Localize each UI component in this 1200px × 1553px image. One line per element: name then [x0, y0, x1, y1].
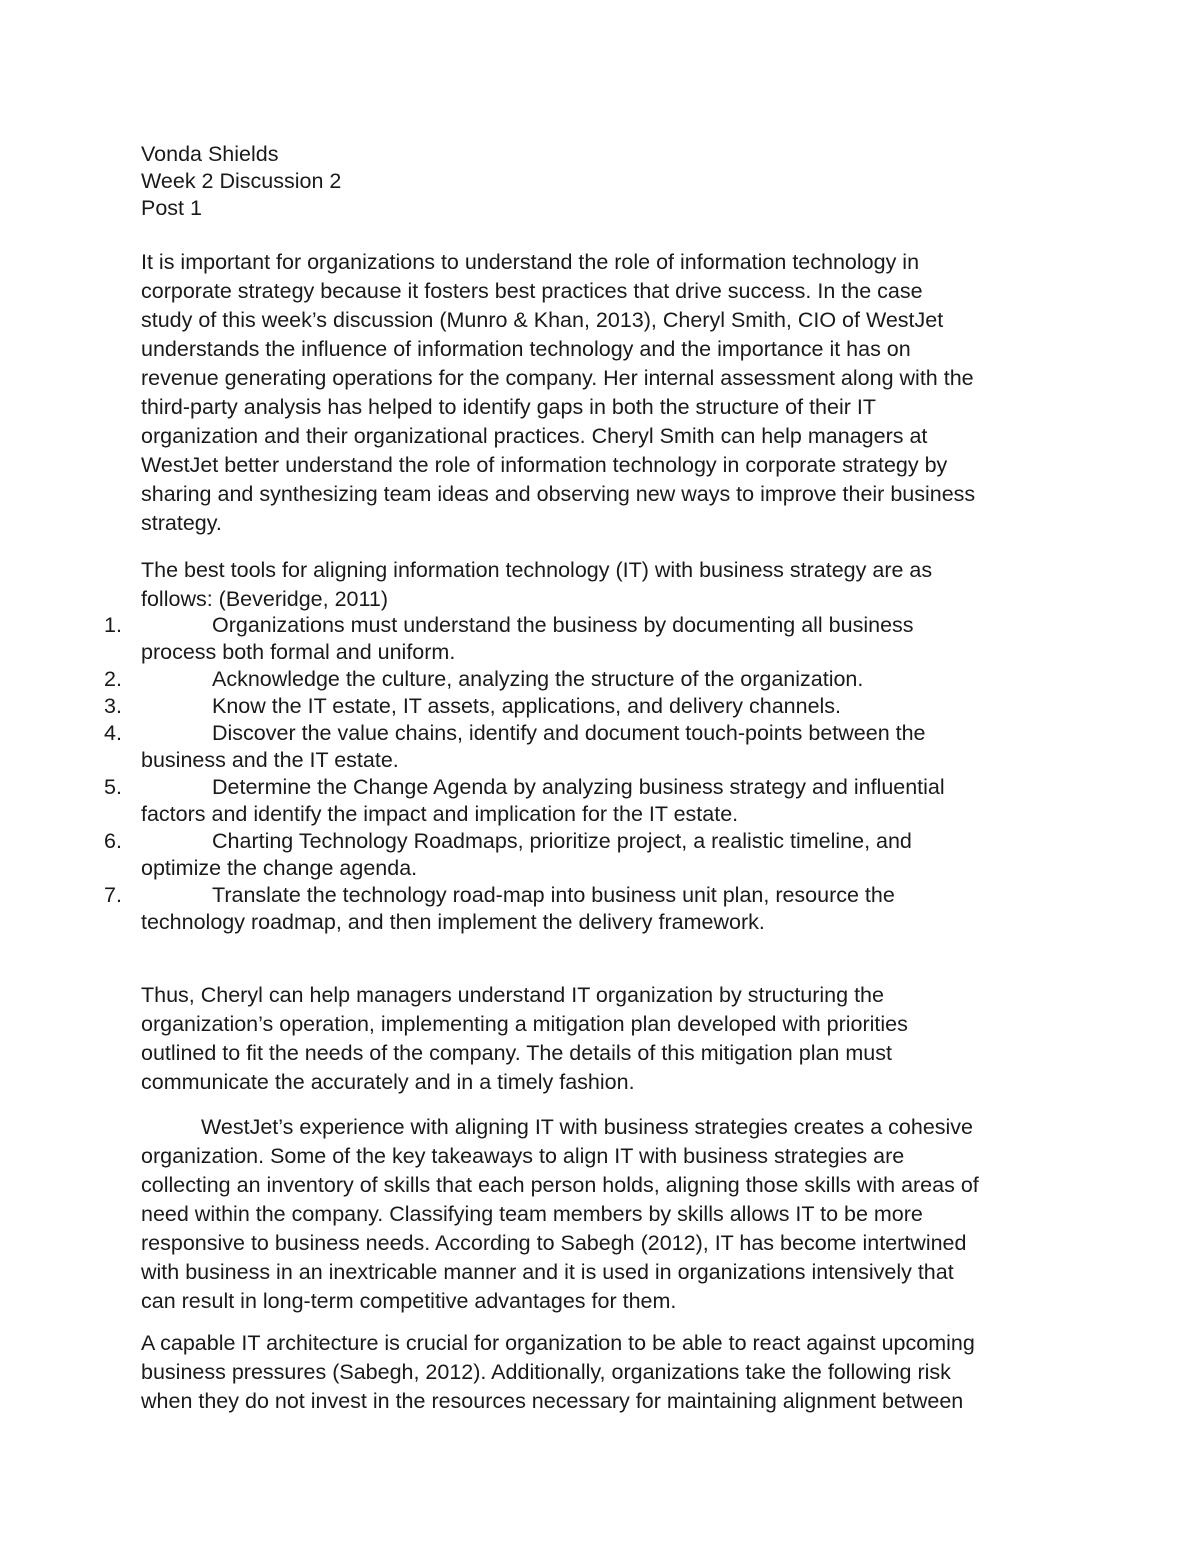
- paragraph-line: organization. Some of the key takeaways to align IT with business strategies are: [141, 1144, 905, 1168]
- paragraph-line: revenue generating operations for the company. Her internal assessment along with the: [141, 366, 974, 390]
- paragraph-line: when they do not invest in the resources necessary for maintaining alignment between: [141, 1389, 964, 1413]
- paragraph-line: organization’s operation, implementing a mitigation plan developed with priorities: [141, 1012, 908, 1036]
- list-text: Translate the technology road-map into business unit plan, resource the: [212, 883, 895, 907]
- paragraph-line: organization and their organizational practices. Cheryl Smith can help managers at: [141, 424, 928, 448]
- paragraph-line: third-party analysis has helped to identify gaps in both the structure of their IT: [141, 395, 876, 419]
- paragraph-line: need within the company. Classifying team members by skills allows IT to be more: [141, 1202, 923, 1226]
- list-number: 7.: [104, 883, 122, 907]
- list-text: Determine the Change Agenda by analyzing business strategy and influential: [212, 775, 945, 799]
- paragraph-line: sharing and synthesizing team ideas and observing new ways to improve their business: [141, 482, 976, 506]
- list-item: [104, 882, 1064, 936]
- paragraph-line: WestJet’s experience with aligning IT with business strategies creates a cohesive: [201, 1115, 974, 1139]
- paragraph-line: understands the influence of information technology and the importance it has on: [141, 337, 911, 361]
- list-text: Discover the value chains, identify and document touch-points between the: [212, 721, 926, 745]
- list-text-continued: technology roadmap, and then implement the delivery framework.: [141, 910, 765, 934]
- paragraph-architecture: [141, 1329, 1071, 1416]
- document-header: [141, 141, 341, 222]
- list-number: 4.: [104, 721, 122, 745]
- list-text-continued: business and the IT estate.: [141, 748, 399, 772]
- paragraph-intro: [141, 248, 1071, 538]
- paragraph-line: with business in an inextricable manner and it is used in organizations intensively that: [141, 1260, 954, 1284]
- list-item: [104, 774, 1064, 828]
- post-label: Post 1: [141, 196, 202, 220]
- paragraph-tools-intro: [141, 556, 1071, 614]
- paragraph-westjet-experience: [141, 1113, 1071, 1316]
- list-item: [104, 720, 1064, 774]
- paragraph-line: responsive to business needs. According to Sabegh (2012), IT has become intertwined: [141, 1231, 967, 1255]
- list-number: 2.: [104, 667, 122, 691]
- list-number: 5.: [104, 775, 122, 799]
- paragraph-line: can result in long-term competitive advantages for them.: [141, 1289, 677, 1313]
- list-text: Know the IT estate, IT assets, applications, and delivery channels.: [212, 694, 842, 718]
- list-number: 1.: [104, 613, 122, 637]
- list-number: 6.: [104, 829, 122, 853]
- list-text-continued: optimize the change agenda.: [141, 856, 418, 880]
- tools-list: [104, 612, 1064, 936]
- list-item: [104, 666, 1064, 693]
- paragraph-line: study of this week’s discussion (Munro & Khan, 2013), Cheryl Smith, CIO of WestJet: [141, 308, 944, 332]
- course-title: Week 2 Discussion 2: [141, 169, 342, 193]
- paragraph-line: collecting an inventory of skills that each person holds, aligning those skills with areas of: [141, 1173, 979, 1197]
- list-item: [104, 612, 1064, 666]
- paragraph-conclusion: [141, 981, 1071, 1097]
- paragraph-line: follows: (Beveridge, 2011): [141, 587, 388, 611]
- list-text: Acknowledge the culture, analyzing the structure of the organization.: [212, 667, 864, 691]
- list-item: [104, 693, 1064, 720]
- paragraph-line: It is important for organizations to understand the role of information technology in: [141, 250, 920, 274]
- list-text-continued: process both formal and uniform.: [141, 640, 456, 664]
- paragraph-line: corporate strategy because it fosters best practices that drive success. In the case: [141, 279, 923, 303]
- paragraph-line: A capable IT architecture is crucial for organization to be able to react against upcoming: [141, 1331, 975, 1355]
- paragraph-line: business pressures (Sabegh, 2012). Additionally, organizations take the following risk: [141, 1360, 951, 1384]
- list-text: Charting Technology Roadmaps, prioritize project, a realistic timeline, and: [212, 829, 912, 853]
- list-item: [104, 828, 1064, 882]
- paragraph-line: communicate the accurately and in a timely fashion.: [141, 1070, 635, 1094]
- list-text: Organizations must understand the business by documenting all business: [212, 613, 914, 637]
- paragraph-line: Thus, Cheryl can help managers understand IT organization by structuring the: [141, 983, 884, 1007]
- paragraph-line: The best tools for aligning information technology (IT) with business strategy are as: [141, 558, 933, 582]
- paragraph-line: WestJet better understand the role of information technology in corporate strategy by: [141, 453, 948, 477]
- author-name: Vonda Shields: [141, 142, 279, 166]
- paragraph-line: outlined to fit the needs of the company. The details of this mitigation plan must: [141, 1041, 892, 1065]
- list-text-continued: factors and identify the impact and implication for the IT estate.: [141, 802, 739, 826]
- list-number: 3.: [104, 694, 122, 718]
- paragraph-line: strategy.: [141, 511, 222, 535]
